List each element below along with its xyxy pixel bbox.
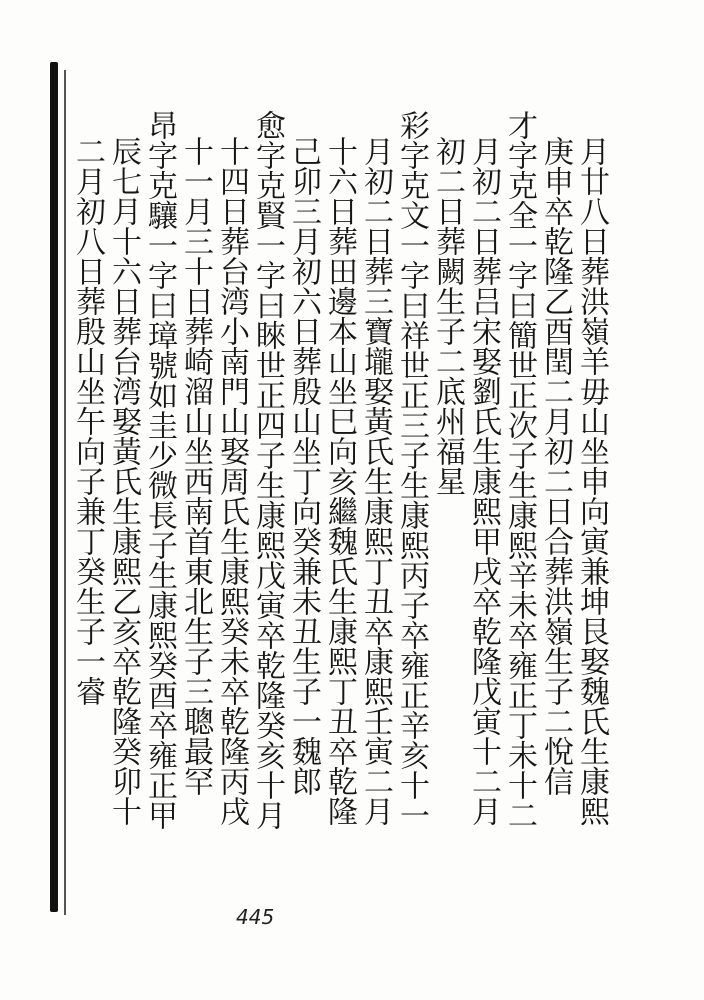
text-column-14: 辰七月十六日葬台湾娶黃氏生康熙乙亥卒乾隆癸卯十: [106, 136, 141, 826]
text-column-7: 月初二日葬三寶壠娶黃氏生康熙丁丑卒康熙壬寅二月: [358, 136, 393, 826]
text-column-6: 彩字克文一字曰祥世正三子生康熙丙子卒雍正辛亥十一: [394, 110, 429, 830]
text-column-12: 十一月三十日葬崎溜山坐西南首東北生子三聰最罕: [178, 136, 213, 796]
text-column-3: 才字克全一字曰簡世正次子生康熙辛未卒雍正丁未十二: [502, 110, 537, 830]
text-column-9: 己卯三月初六日葬殷山坐丁向癸兼未丑生子一魏郎: [286, 136, 321, 796]
text-column-5: 初二日葬闕生子二底州福星: [430, 136, 465, 496]
page-number: 445: [236, 905, 275, 929]
text-column-10: 愈字克賢一字曰睞世正四子生康熙戊寅卒乾隆癸亥十月: [250, 110, 285, 830]
text-column-8: 十六日葬田邊本山坐巳向亥繼魏氏生康熙丁丑卒乾隆: [322, 136, 357, 826]
text-column-1: 月廿八日葬洪嶺羊毋山坐申向寅兼坤艮娶魏氏生康熙: [574, 136, 609, 826]
text-column-4: 月初二日葬吕宋娶劉氏生康熙甲戌卒乾隆戊寅十二月: [466, 136, 501, 826]
text-column-2: 庚申卒乾隆乙酉閏二月初二日合葬洪嶺生子二悅信: [538, 136, 573, 796]
text-column-15: 二月初八日葬殷山坐午向子兼丁癸生子一睿: [70, 136, 105, 706]
margin-rule: [50, 62, 58, 912]
text-column-11: 十四日葬台湾小南門山娶周氏生康熙癸未卒乾隆丙戌: [214, 136, 249, 826]
text-column-13: 昂字克驤一字曰璋號如圭少微長子生康熙癸酉卒雍正甲: [142, 110, 177, 830]
